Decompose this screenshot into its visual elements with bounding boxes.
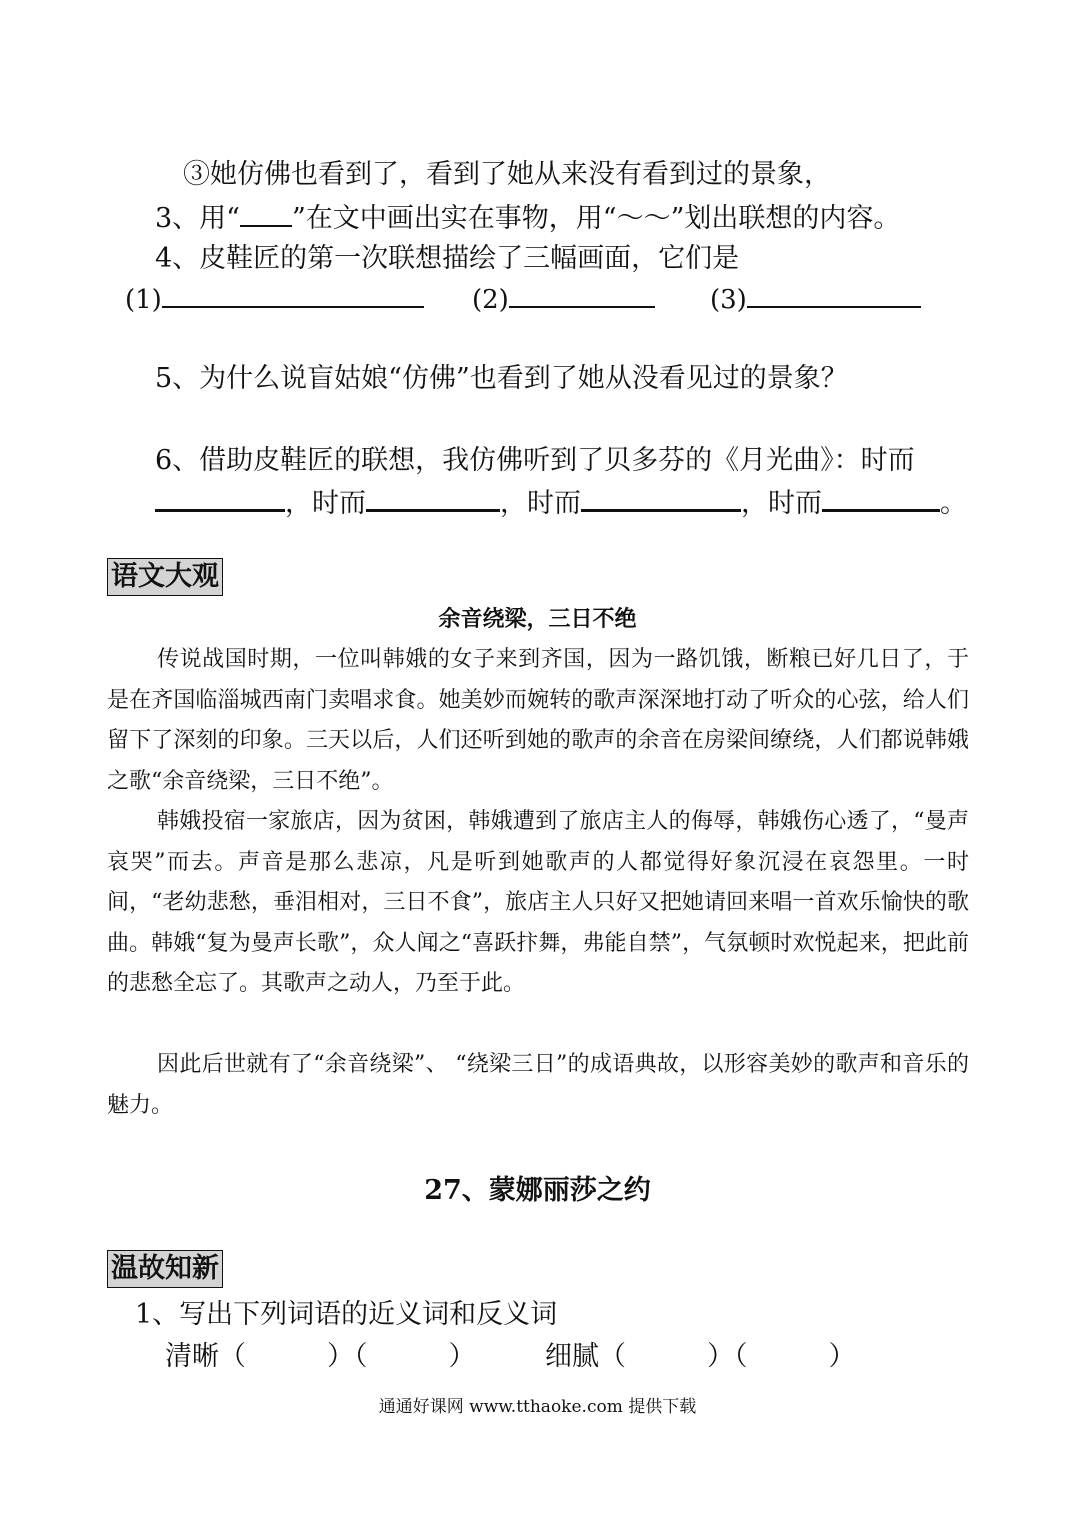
answer-blank[interactable]: [155, 483, 285, 512]
antonym-blank[interactable]: （ ）: [734, 1341, 856, 1372]
story-paragraph-1: 传说战国时期，一位叫韩娥的女子来到齐国，因为一路饥饿，断粮已好几日了，于是在齐国临淄城西南门卖唱求食。她美妙而婉转的歌声深深地打动了听众的心弦，给人们留下了深刻的印象。三天以后，人们还听到她的歌声的余音在房梁间缭绕，人们都说韩娥之歌“余音绕梁，三日不绝”。: [107, 647, 969, 794]
question-3: [155, 196, 900, 235]
question-2-item-3: ③她仿佛也看到了，看到了她从来没有看到过的景象，: [183, 159, 831, 190]
synonym-blank[interactable]: （ ）: [599, 1341, 734, 1372]
answer-blank[interactable]: [747, 280, 921, 308]
question-6-sep: ，时而: [741, 488, 822, 519]
page-footer: 通通好课网 www.tthaoke.com 提供下载: [378, 1397, 697, 1417]
lesson-title: 27、蒙娜丽莎之约: [424, 1175, 651, 1206]
blank-label-3: (3): [710, 285, 747, 315]
question-4-blank-3: [710, 280, 921, 315]
question-6: 6、借助皮鞋匠的联想，我仿佛听到了贝多芬的《月光曲》：时而: [155, 445, 915, 476]
section-tag-reading: 语文大观: [107, 558, 223, 596]
question-4: 4、皮鞋匠的第一次联想描绘了三幅画面，它们是: [155, 243, 740, 274]
antonym-blank[interactable]: （ ）: [354, 1341, 476, 1372]
answer-blank[interactable]: [509, 280, 655, 308]
blank-label-2: (2): [472, 285, 509, 315]
word-item-2: [545, 1334, 856, 1373]
question-6-sep: ，时而: [285, 488, 366, 519]
lesson-question-1: 1、写出下列词语的近义词和反义词: [135, 1299, 558, 1330]
question-6-blanks: [155, 481, 967, 520]
answer-blank[interactable]: [581, 483, 741, 512]
question-6-end: 。: [940, 488, 967, 519]
word-label: 清晰: [165, 1341, 219, 1372]
blank-label-1: (1): [125, 285, 162, 315]
answer-blank[interactable]: [822, 483, 940, 512]
story-title: 余音绕梁，三日不绝: [438, 606, 637, 632]
answer-blank[interactable]: [162, 280, 424, 308]
question-4-blank-1: [125, 280, 424, 315]
question-5: 5、为什么说盲姑娘“仿佛”也看到了她从没看见过的景象？: [155, 363, 848, 394]
story-paragraph-2: 韩娥投宿一家旅店，因为贫困，韩娥遭到了旅店主人的侮辱，韩娥伤心透了，“曼声哀哭”而去。声音是那么悲凉，凡是听到她歌声的人都觉得好象沉浸在哀怨里。一时间，“老幼悲愁，垂泪相对，三日不食”，旅店主人只好又把她请回来唱一首欢乐愉快的歌曲。韩娥“复为曼声长歌”，众人闻之“喜跃抃舞，弗能自禁”，气氛顿时欢悦起来，把此前的悲愁全忘了。其歌声之动人，乃至于此。: [107, 809, 969, 996]
question-3-mid: ”在文中画出实在事物，用“～～”划出联想的内容。: [291, 203, 901, 234]
word-label: 细腻: [545, 1341, 599, 1372]
question-3-before: 3、用“: [155, 203, 240, 234]
underline-sample: [240, 199, 292, 227]
section-tag-review: 温故知新: [107, 1250, 223, 1288]
word-item-1: [165, 1334, 476, 1373]
answer-blank[interactable]: [366, 483, 500, 512]
question-6-sep: ，时而: [500, 488, 581, 519]
synonym-blank[interactable]: （ ）: [219, 1341, 354, 1372]
story-paragraph-3: 因此后世就有了“余音绕梁”、 “绕梁三日”的成语典故，以形容美妙的歌声和音乐的魅力。: [107, 1052, 969, 1118]
question-4-blank-2: [472, 280, 655, 315]
